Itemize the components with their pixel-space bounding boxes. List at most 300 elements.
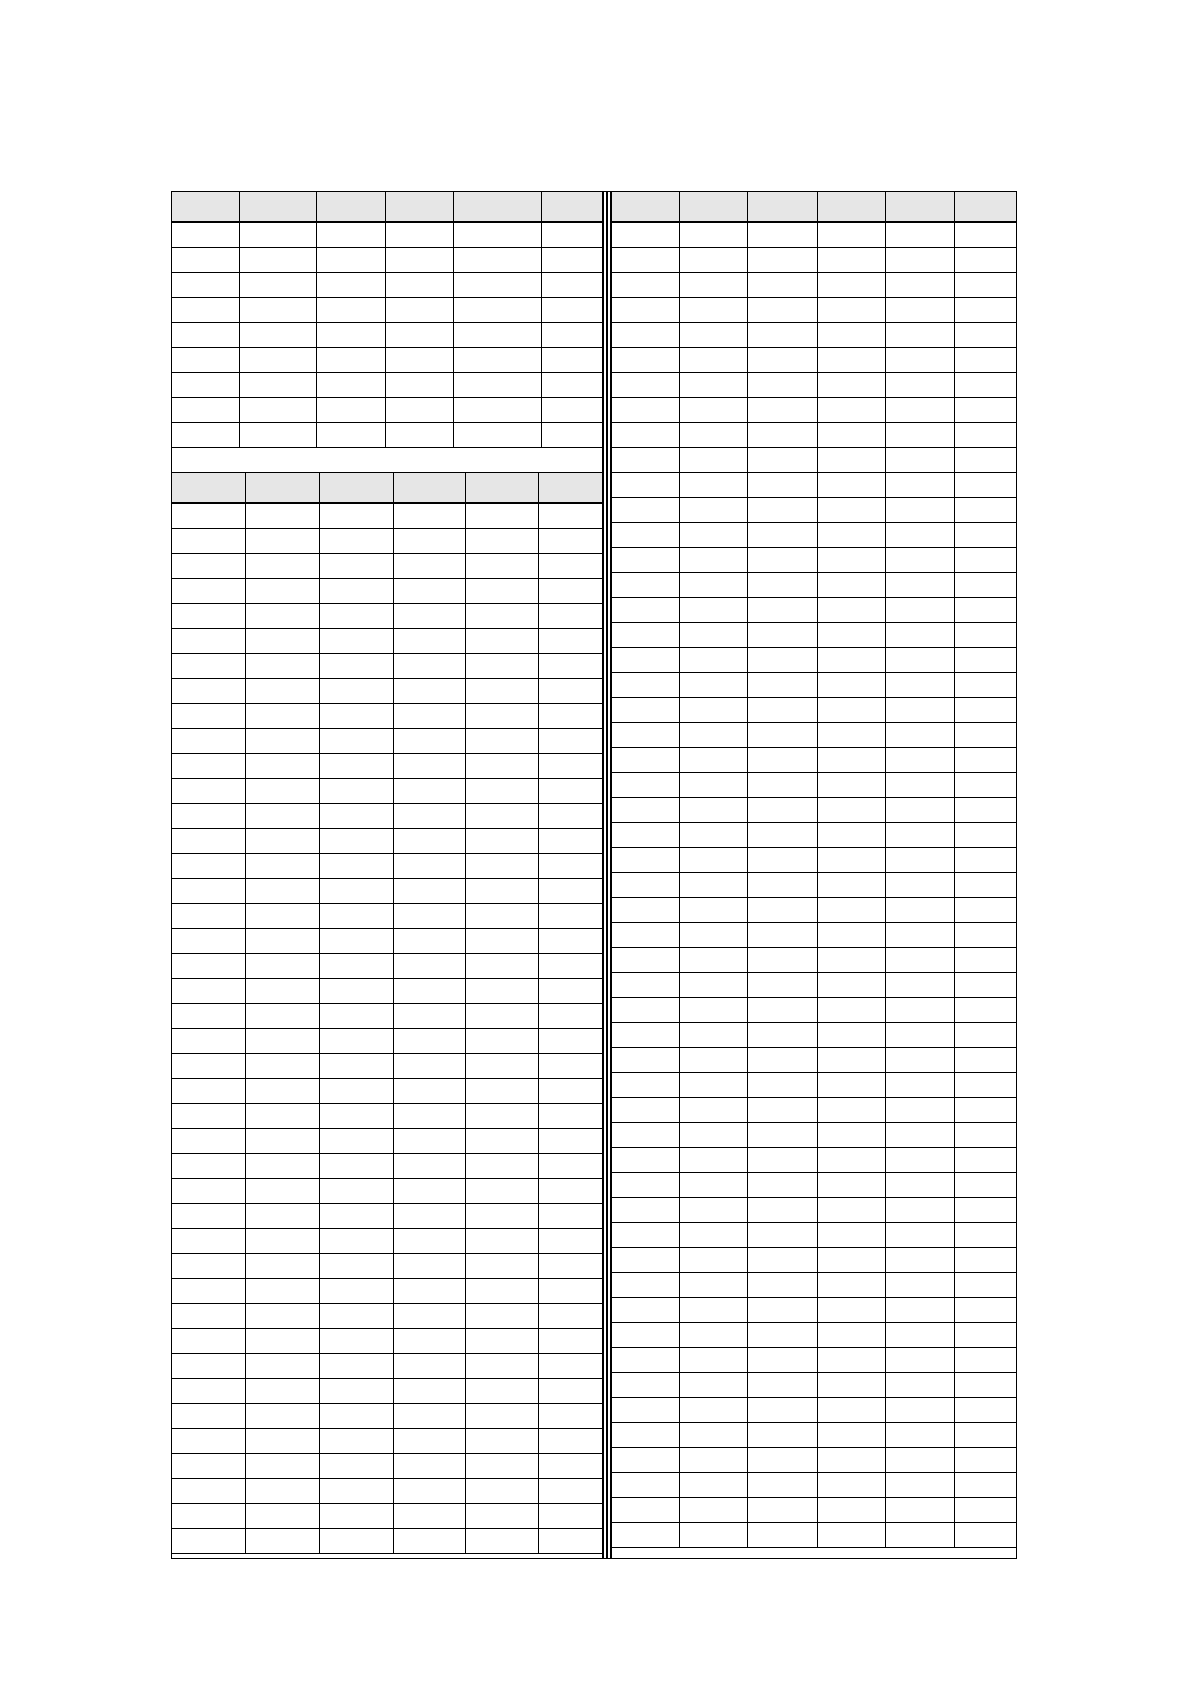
- table-cell[interactable]: [539, 1229, 602, 1254]
- table-cell[interactable]: [955, 1473, 1016, 1498]
- table-cell[interactable]: [680, 1148, 748, 1173]
- table-cell[interactable]: [886, 1373, 955, 1398]
- table-cell[interactable]: [246, 1004, 320, 1029]
- table-cell[interactable]: [466, 654, 539, 679]
- table-cell[interactable]: [539, 1379, 602, 1404]
- table-cell[interactable]: [818, 1423, 886, 1448]
- table-cell[interactable]: [394, 1204, 466, 1229]
- table-cell[interactable]: [680, 1373, 748, 1398]
- table-cell[interactable]: [172, 779, 246, 804]
- table-cell[interactable]: [748, 423, 818, 448]
- table-cell[interactable]: [539, 704, 602, 729]
- table-cell[interactable]: [955, 948, 1016, 973]
- table-cell[interactable]: [680, 598, 748, 623]
- table-cell[interactable]: [320, 1204, 394, 1229]
- table-cell[interactable]: [172, 423, 240, 448]
- table-cell[interactable]: [612, 273, 680, 298]
- table-cell[interactable]: [172, 804, 246, 829]
- table-cell[interactable]: [466, 1279, 539, 1304]
- table-cell[interactable]: [542, 423, 602, 448]
- table-cell[interactable]: [172, 1079, 246, 1104]
- table-cell[interactable]: [320, 1229, 394, 1254]
- table-cell[interactable]: [394, 1104, 466, 1129]
- table-cell[interactable]: [818, 598, 886, 623]
- table-cell[interactable]: [955, 1298, 1016, 1323]
- table-cell[interactable]: [320, 1154, 394, 1179]
- table-cell[interactable]: [955, 323, 1016, 348]
- table-cell[interactable]: [394, 1429, 466, 1454]
- table-cell[interactable]: [539, 1004, 602, 1029]
- table-cell[interactable]: [172, 554, 246, 579]
- table-cell[interactable]: [246, 1029, 320, 1054]
- table-cell[interactable]: [680, 523, 748, 548]
- table-cell[interactable]: [454, 398, 542, 423]
- table-cell[interactable]: [320, 654, 394, 679]
- table-cell[interactable]: [955, 423, 1016, 448]
- table-cell[interactable]: [748, 298, 818, 323]
- table-cell[interactable]: [612, 223, 680, 248]
- table-cell[interactable]: [172, 373, 240, 398]
- table-cell[interactable]: [466, 1054, 539, 1079]
- table-cell[interactable]: [394, 629, 466, 654]
- table-cell[interactable]: [539, 1129, 602, 1154]
- table-cell[interactable]: [612, 1248, 680, 1273]
- table-cell[interactable]: [955, 773, 1016, 798]
- table-cell[interactable]: [612, 1373, 680, 1398]
- table-cell[interactable]: [748, 1523, 818, 1548]
- table-cell[interactable]: [818, 323, 886, 348]
- table-cell[interactable]: [680, 773, 748, 798]
- table-cell[interactable]: [748, 948, 818, 973]
- table-cell[interactable]: [680, 698, 748, 723]
- table-cell[interactable]: [680, 1248, 748, 1273]
- table-cell[interactable]: [172, 1129, 246, 1154]
- table-cell[interactable]: [539, 929, 602, 954]
- table-cell[interactable]: [394, 704, 466, 729]
- table-cell[interactable]: [612, 323, 680, 348]
- table-cell[interactable]: [886, 1348, 955, 1373]
- table-cell[interactable]: [955, 673, 1016, 698]
- table-cell[interactable]: [680, 998, 748, 1023]
- table-cell[interactable]: [886, 1223, 955, 1248]
- table-cell[interactable]: [612, 1098, 680, 1123]
- table-cell[interactable]: [886, 873, 955, 898]
- table-cell[interactable]: [886, 398, 955, 423]
- table-cell[interactable]: [539, 1304, 602, 1329]
- table-cell[interactable]: [886, 473, 955, 498]
- table-cell[interactable]: [320, 1004, 394, 1029]
- table-cell[interactable]: [539, 1279, 602, 1304]
- table-cell[interactable]: [542, 323, 602, 348]
- table-cell[interactable]: [680, 1098, 748, 1123]
- table-cell[interactable]: [955, 1198, 1016, 1223]
- table-cell[interactable]: [466, 504, 539, 529]
- table-cell[interactable]: [818, 873, 886, 898]
- table-cell[interactable]: [466, 604, 539, 629]
- table-cell[interactable]: [172, 1179, 246, 1204]
- table-cell[interactable]: [320, 579, 394, 604]
- table-cell[interactable]: [246, 704, 320, 729]
- table-cell[interactable]: [246, 929, 320, 954]
- table-cell[interactable]: [246, 1304, 320, 1329]
- table-cell[interactable]: [818, 373, 886, 398]
- table-cell[interactable]: [748, 623, 818, 648]
- table-cell[interactable]: [818, 1448, 886, 1473]
- table-cell[interactable]: [466, 1329, 539, 1354]
- table-cell[interactable]: [818, 423, 886, 448]
- table-cell[interactable]: [818, 923, 886, 948]
- table-cell[interactable]: [886, 1298, 955, 1323]
- table-cell[interactable]: [818, 1273, 886, 1298]
- table-cell[interactable]: [320, 1504, 394, 1529]
- table-cell[interactable]: [172, 1154, 246, 1179]
- table-cell[interactable]: [748, 1348, 818, 1373]
- table-cell[interactable]: [320, 629, 394, 654]
- table-cell[interactable]: [466, 629, 539, 654]
- table-cell[interactable]: [886, 948, 955, 973]
- table-cell[interactable]: [394, 1279, 466, 1304]
- table-cell[interactable]: [612, 898, 680, 923]
- table-cell[interactable]: [320, 1104, 394, 1129]
- table-cell[interactable]: [955, 273, 1016, 298]
- table-cell[interactable]: [386, 273, 454, 298]
- table-cell[interactable]: [680, 1073, 748, 1098]
- table-cell[interactable]: [466, 1179, 539, 1204]
- table-cell[interactable]: [539, 1479, 602, 1504]
- table-cell[interactable]: [320, 1404, 394, 1429]
- table-cell[interactable]: [886, 673, 955, 698]
- table-cell[interactable]: [612, 648, 680, 673]
- table-cell[interactable]: [886, 423, 955, 448]
- table-cell[interactable]: [748, 723, 818, 748]
- table-cell[interactable]: [172, 979, 246, 1004]
- table-cell[interactable]: [317, 398, 386, 423]
- table-cell[interactable]: [955, 1248, 1016, 1273]
- table-cell[interactable]: [320, 1329, 394, 1354]
- table-cell[interactable]: [612, 1073, 680, 1098]
- table-cell[interactable]: [955, 1323, 1016, 1348]
- table-cell[interactable]: [955, 1148, 1016, 1173]
- table-cell[interactable]: [680, 1173, 748, 1198]
- table-cell[interactable]: [386, 298, 454, 323]
- table-cell[interactable]: [539, 1254, 602, 1279]
- table-cell[interactable]: [612, 1023, 680, 1048]
- table-cell[interactable]: [246, 1379, 320, 1404]
- table-cell[interactable]: [172, 1229, 246, 1254]
- table-cell[interactable]: [246, 679, 320, 704]
- table-cell[interactable]: [612, 723, 680, 748]
- table-cell[interactable]: [680, 1398, 748, 1423]
- table-cell[interactable]: [955, 823, 1016, 848]
- table-cell[interactable]: [394, 1504, 466, 1529]
- table-cell[interactable]: [886, 1398, 955, 1423]
- table-cell[interactable]: [748, 323, 818, 348]
- table-cell[interactable]: [748, 1198, 818, 1223]
- table-cell[interactable]: [612, 473, 680, 498]
- table-cell[interactable]: [818, 248, 886, 273]
- table-cell[interactable]: [172, 704, 246, 729]
- table-cell[interactable]: [955, 1223, 1016, 1248]
- table-cell[interactable]: [955, 398, 1016, 423]
- table-cell[interactable]: [680, 248, 748, 273]
- table-cell[interactable]: [886, 498, 955, 523]
- table-cell[interactable]: [172, 504, 246, 529]
- table-cell[interactable]: [246, 954, 320, 979]
- table-cell[interactable]: [466, 1204, 539, 1229]
- table-cell[interactable]: [748, 1323, 818, 1348]
- table-cell[interactable]: [172, 1529, 246, 1554]
- table-cell[interactable]: [955, 748, 1016, 773]
- table-cell[interactable]: [246, 804, 320, 829]
- table-cell[interactable]: [886, 923, 955, 948]
- table-cell[interactable]: [320, 1354, 394, 1379]
- table-cell[interactable]: [246, 1154, 320, 1179]
- table-cell[interactable]: [539, 804, 602, 829]
- table-cell[interactable]: [246, 1104, 320, 1129]
- table-cell[interactable]: [317, 373, 386, 398]
- table-cell[interactable]: [466, 954, 539, 979]
- table-cell[interactable]: [818, 473, 886, 498]
- table-cell[interactable]: [172, 954, 246, 979]
- table-cell[interactable]: [612, 923, 680, 948]
- table-cell[interactable]: [612, 298, 680, 323]
- table-cell[interactable]: [172, 729, 246, 754]
- table-cell[interactable]: [748, 373, 818, 398]
- table-cell[interactable]: [886, 1323, 955, 1348]
- table-cell[interactable]: [172, 398, 240, 423]
- table-cell[interactable]: [886, 448, 955, 473]
- table-cell[interactable]: [818, 848, 886, 873]
- table-cell[interactable]: [886, 1248, 955, 1273]
- table-cell[interactable]: [680, 973, 748, 998]
- table-cell[interactable]: [454, 248, 542, 273]
- table-cell[interactable]: [394, 579, 466, 604]
- table-cell[interactable]: [320, 1054, 394, 1079]
- table-cell[interactable]: [539, 1529, 602, 1554]
- table-cell[interactable]: [612, 448, 680, 473]
- table-cell[interactable]: [886, 1498, 955, 1523]
- table-cell[interactable]: [394, 1254, 466, 1279]
- table-cell[interactable]: [466, 1104, 539, 1129]
- table-cell[interactable]: [818, 1348, 886, 1373]
- table-cell[interactable]: [612, 1473, 680, 1498]
- table-cell[interactable]: [748, 598, 818, 623]
- table-cell[interactable]: [886, 273, 955, 298]
- table-cell[interactable]: [680, 448, 748, 473]
- table-cell[interactable]: [466, 554, 539, 579]
- table-cell[interactable]: [172, 1479, 246, 1504]
- table-cell[interactable]: [542, 348, 602, 373]
- table-cell[interactable]: [818, 1098, 886, 1123]
- table-cell[interactable]: [818, 523, 886, 548]
- table-cell[interactable]: [246, 1479, 320, 1504]
- table-cell[interactable]: [748, 698, 818, 723]
- table-cell[interactable]: [680, 748, 748, 773]
- table-cell[interactable]: [818, 448, 886, 473]
- table-cell[interactable]: [539, 1179, 602, 1204]
- table-cell[interactable]: [246, 779, 320, 804]
- table-cell[interactable]: [394, 1229, 466, 1254]
- table-cell[interactable]: [466, 854, 539, 879]
- table-cell[interactable]: [466, 529, 539, 554]
- table-cell[interactable]: [466, 1429, 539, 1454]
- table-cell[interactable]: [454, 323, 542, 348]
- table-cell[interactable]: [246, 754, 320, 779]
- table-cell[interactable]: [748, 673, 818, 698]
- table-cell[interactable]: [172, 248, 240, 273]
- table-cell[interactable]: [394, 529, 466, 554]
- table-cell[interactable]: [539, 1504, 602, 1529]
- table-cell[interactable]: [748, 998, 818, 1023]
- table-cell[interactable]: [748, 1048, 818, 1073]
- table-cell[interactable]: [539, 1104, 602, 1129]
- table-cell[interactable]: [955, 573, 1016, 598]
- table-cell[interactable]: [542, 298, 602, 323]
- table-cell[interactable]: [748, 348, 818, 373]
- table-cell[interactable]: [818, 573, 886, 598]
- table-cell[interactable]: [680, 1023, 748, 1048]
- table-cell[interactable]: [172, 604, 246, 629]
- table-cell[interactable]: [539, 529, 602, 554]
- table-cell[interactable]: [748, 648, 818, 673]
- table-cell[interactable]: [818, 1373, 886, 1398]
- table-cell[interactable]: [680, 548, 748, 573]
- table-cell[interactable]: [539, 904, 602, 929]
- table-cell[interactable]: [612, 248, 680, 273]
- table-cell[interactable]: [246, 529, 320, 554]
- table-cell[interactable]: [748, 848, 818, 873]
- table-cell[interactable]: [612, 623, 680, 648]
- table-cell[interactable]: [320, 729, 394, 754]
- table-cell[interactable]: [886, 1448, 955, 1473]
- table-cell[interactable]: [539, 579, 602, 604]
- table-cell[interactable]: [539, 1454, 602, 1479]
- table-cell[interactable]: [320, 1279, 394, 1304]
- table-cell[interactable]: [955, 598, 1016, 623]
- table-cell[interactable]: [317, 348, 386, 373]
- table-cell[interactable]: [172, 904, 246, 929]
- table-cell[interactable]: [955, 373, 1016, 398]
- table-cell[interactable]: [748, 898, 818, 923]
- table-cell[interactable]: [680, 498, 748, 523]
- table-cell[interactable]: [539, 604, 602, 629]
- table-cell[interactable]: [454, 348, 542, 373]
- table-cell[interactable]: [612, 1198, 680, 1223]
- table-cell[interactable]: [748, 1173, 818, 1198]
- table-cell[interactable]: [466, 1029, 539, 1054]
- table-cell[interactable]: [748, 1273, 818, 1298]
- table-cell[interactable]: [246, 654, 320, 679]
- table-cell[interactable]: [240, 398, 317, 423]
- table-cell[interactable]: [320, 1179, 394, 1204]
- table-cell[interactable]: [680, 1473, 748, 1498]
- table-cell[interactable]: [886, 1098, 955, 1123]
- table-cell[interactable]: [680, 823, 748, 848]
- table-cell[interactable]: [466, 804, 539, 829]
- table-cell[interactable]: [466, 979, 539, 1004]
- table-cell[interactable]: [612, 1523, 680, 1548]
- table-cell[interactable]: [466, 1454, 539, 1479]
- table-cell[interactable]: [466, 1254, 539, 1279]
- table-cell[interactable]: [612, 423, 680, 448]
- table-cell[interactable]: [886, 748, 955, 773]
- table-cell[interactable]: [680, 1048, 748, 1073]
- table-cell[interactable]: [172, 679, 246, 704]
- table-cell[interactable]: [612, 998, 680, 1023]
- table-cell[interactable]: [466, 579, 539, 604]
- table-cell[interactable]: [955, 448, 1016, 473]
- table-cell[interactable]: [612, 948, 680, 973]
- table-cell[interactable]: [955, 798, 1016, 823]
- table-cell[interactable]: [955, 348, 1016, 373]
- table-cell[interactable]: [955, 1523, 1016, 1548]
- table-cell[interactable]: [317, 423, 386, 448]
- table-cell[interactable]: [955, 1123, 1016, 1148]
- table-cell[interactable]: [394, 504, 466, 529]
- table-cell[interactable]: [886, 248, 955, 273]
- table-cell[interactable]: [172, 654, 246, 679]
- table-cell[interactable]: [612, 398, 680, 423]
- table-cell[interactable]: [612, 698, 680, 723]
- table-cell[interactable]: [394, 554, 466, 579]
- table-cell[interactable]: [394, 904, 466, 929]
- table-cell[interactable]: [539, 1054, 602, 1079]
- table-cell[interactable]: [818, 1023, 886, 1048]
- table-cell[interactable]: [748, 773, 818, 798]
- table-cell[interactable]: [394, 804, 466, 829]
- table-cell[interactable]: [172, 879, 246, 904]
- table-cell[interactable]: [818, 1498, 886, 1523]
- table-cell[interactable]: [394, 1454, 466, 1479]
- table-cell[interactable]: [320, 804, 394, 829]
- table-cell[interactable]: [886, 773, 955, 798]
- table-cell[interactable]: [386, 348, 454, 373]
- table-cell[interactable]: [246, 1429, 320, 1454]
- table-cell[interactable]: [955, 623, 1016, 648]
- table-cell[interactable]: [394, 1054, 466, 1079]
- table-cell[interactable]: [386, 398, 454, 423]
- table-cell[interactable]: [886, 798, 955, 823]
- table-cell[interactable]: [955, 848, 1016, 873]
- table-cell[interactable]: [394, 729, 466, 754]
- table-cell[interactable]: [246, 904, 320, 929]
- table-cell[interactable]: [317, 273, 386, 298]
- table-cell[interactable]: [748, 1473, 818, 1498]
- table-cell[interactable]: [818, 1523, 886, 1548]
- table-cell[interactable]: [172, 1454, 246, 1479]
- table-cell[interactable]: [172, 273, 240, 298]
- table-cell[interactable]: [680, 348, 748, 373]
- table-cell[interactable]: [680, 273, 748, 298]
- table-cell[interactable]: [748, 1098, 818, 1123]
- table-cell[interactable]: [246, 1054, 320, 1079]
- table-cell[interactable]: [320, 1429, 394, 1454]
- table-cell[interactable]: [818, 748, 886, 773]
- table-cell[interactable]: [748, 1423, 818, 1448]
- table-cell[interactable]: [539, 1429, 602, 1454]
- table-cell[interactable]: [320, 1129, 394, 1154]
- table-cell[interactable]: [394, 1304, 466, 1329]
- table-cell[interactable]: [886, 323, 955, 348]
- table-cell[interactable]: [246, 604, 320, 629]
- table-cell[interactable]: [680, 623, 748, 648]
- table-cell[interactable]: [320, 854, 394, 879]
- table-cell[interactable]: [748, 498, 818, 523]
- table-cell[interactable]: [818, 998, 886, 1023]
- table-cell[interactable]: [680, 373, 748, 398]
- table-cell[interactable]: [320, 529, 394, 554]
- table-cell[interactable]: [320, 1454, 394, 1479]
